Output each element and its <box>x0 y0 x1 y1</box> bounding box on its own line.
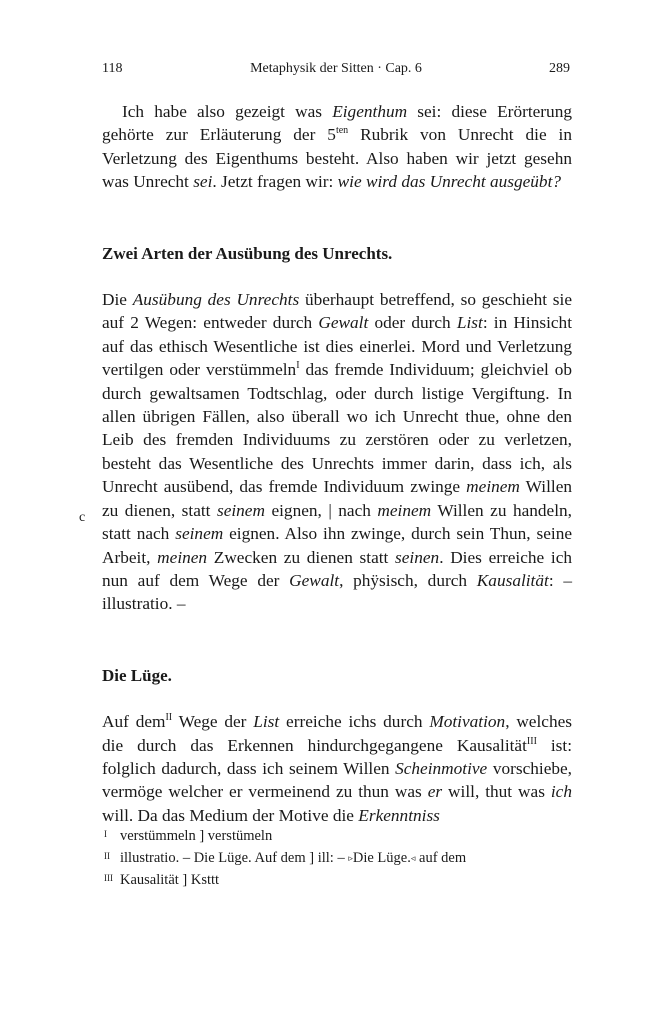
main-text <box>102 100 572 827</box>
footnote-ref-1: I <box>296 360 300 372</box>
footnote-1: I verstümmeln ] verstümeln <box>104 828 273 844</box>
paragraph-3: Auf dem$^{II}$ Wege der List erreiche ichs durch Motivation, welches die durch das Erkennen hindurchgegangene Kausalität$^{III}$ ist: folglich dadurch, dass ich seinem Willen Scheinmotive vorschiebe, vermöge welcher er vermeinend zu thun was er will, thut was ich will. Da das Medium der Motive die Erkenntniss <box>102 712 572 825</box>
footnote-ref-3: III <box>526 735 537 747</box>
section-heading-2: Die Lüge. <box>102 665 172 685</box>
footnotes <box>104 825 574 891</box>
footnote-3: III Kausalität ] Ksttt <box>104 872 220 888</box>
paragraph-2: Die Ausübung des Unrechts überhaupt betreffend, so geschieht sie auf 2 Wegen: entweder durch Gewalt oder durch List: in Hinsicht auf das ethisch Wesentliche ist dies einerlei. Mord und Verletzung vertilgen oder verstümmeln$^I$ das fremde Individuum; gleichviel ob durch gewaltsamen Todtschlag, oder durch listige Vergiftung. In allen übrigen Fällen, also überall wo ich Unrecht thue, ohne den Leib des fremden Individuums zu zerstören oder zu verletzen, besteht das Wesentliche des Unrechts immer darin, dass ich, als Unrecht ausübend, das fremde Individuum zwinge meinem Willen zu dienen, statt seinem eignen, | nach meinem Willen zu handeln, statt nach seinem eignen. Also ihn zwinge, durch sein Thun, seine Arbeit, meinen Zwecken zu dienen statt seinen. Dies erreiche ich nun auf dem Wege der Gewalt, phÿsisch, durch Kausalität: – illustratio. – <box>102 290 573 614</box>
footnote-ref-2: II <box>165 712 173 724</box>
page-number-left: 118 <box>102 61 123 76</box>
triangle-open-icon: ▹ <box>348 853 353 863</box>
running-title: Metaphysik der Sitten · Cap. 6 <box>250 61 422 76</box>
section-heading-1: Zwei Arten der Ausübung des Unrechts. <box>102 243 393 263</box>
footnote-2: II illustratio. – Die Lüge. Auf dem ] ill: – ▹Die Lüge.◃ auf dem <box>104 850 467 866</box>
paragraph-1: Ich habe also gezeigt was Eigenthum sei: diese Erörterung gehörte zur Erläuterung der $5^{ten}$ Rubrik von Unrecht die in Verletzung des Eigenthums besteht. Also haben wir jetzt gesehn was Unrecht sei. Jetzt fragen wir: wie wird das Unrecht ausgeübt? <box>102 102 572 192</box>
triangle-close-icon: ◃ <box>410 853 416 863</box>
page-number-right: 289 <box>549 61 570 76</box>
margin-mark: c <box>79 510 86 525</box>
